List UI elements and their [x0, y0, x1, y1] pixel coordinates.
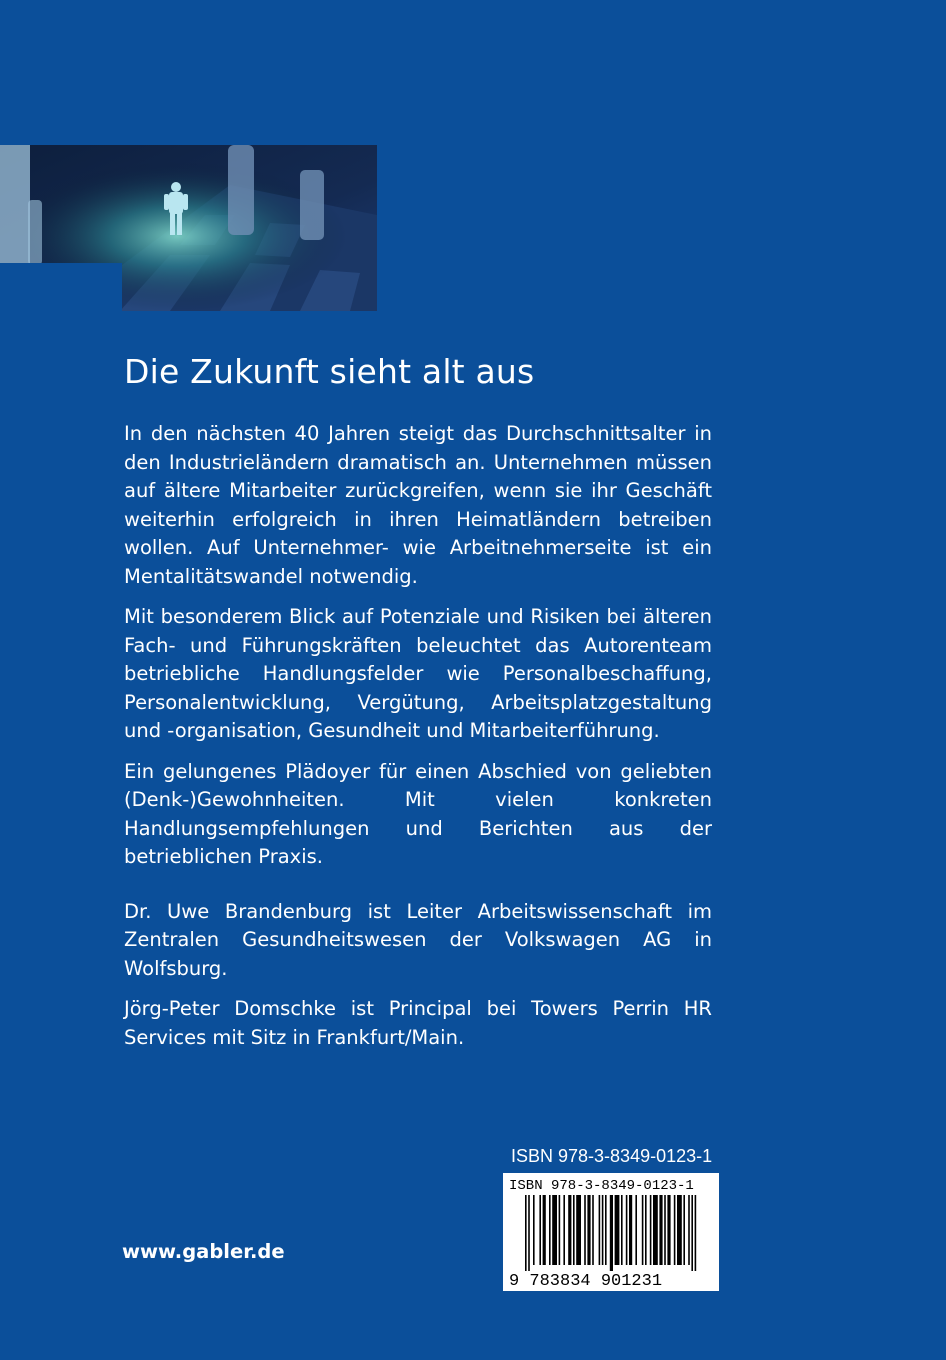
barcode-bar — [621, 1195, 623, 1265]
barcode-bar — [605, 1195, 607, 1265]
barcode-bar — [533, 1195, 535, 1265]
blurb-paragraph-2: Mit besonderem Blick auf Potenziale und Risiken bei älteren Fach- und Führungskräften beleuchtet das Autorenteam betriebliche Handlungsfelder wie Personalbeschaffung, Personalentwicklung, Vergütung, Arbeitsplatzgestaltung und -organisation, Gesundheit und Mitarbeiterführung. — [124, 605, 712, 742]
barcode-bar — [635, 1195, 637, 1265]
barcode-bar — [677, 1195, 682, 1265]
barcode-bar — [559, 1195, 561, 1265]
barcode-bar — [642, 1195, 644, 1265]
barcode-bar — [552, 1195, 557, 1265]
barcode-bar — [592, 1195, 594, 1265]
barcode-bar — [615, 1195, 620, 1265]
barcode-bar — [584, 1195, 586, 1265]
barcode-bar — [653, 1195, 658, 1265]
author-bio-1: Dr. Uwe Brandenburg ist Leiter Arbeitswissenschaft im Zentralen Gesundheitswesen der Volkswagen AG in Wolfsburg. — [124, 899, 712, 980]
blurb-text — [124, 420, 712, 1064]
barcode-bar — [629, 1195, 632, 1265]
barcode-bar — [549, 1195, 551, 1265]
blurb-paragraph-3: Ein gelungenes Plädoyer für einen Abschied von geliebten (Denk-)Gewohnheiten. Mit vielen konkreten Handlungsempfehlungen und Berichten aus der betrieblichen Praxis. — [124, 759, 712, 868]
barcode-bar — [626, 1195, 628, 1265]
barcode-bar — [528, 1195, 530, 1271]
barcode-bar — [576, 1195, 581, 1265]
barcode-bar — [650, 1195, 652, 1265]
blurb-paragraph-1: In den nächsten 40 Jahren steigt das Durchschnittsalter in den Industrieländern dramatisch an. Unternehmen müssen auf ältere Mitarbeiter zurückgreifen, wenn sie ihr Geschäft weiterhin erfolgreich in ihren Heimatländern betreiben wollen. Auf Unternehmer- wie Arbeitnehmerseite ist ein Mentalitätswandel notwendig. — [124, 422, 712, 588]
barcode-graphic — [503, 1173, 719, 1291]
publisher-website: www.gabler.de — [122, 1240, 285, 1263]
barcode-bars — [525, 1195, 696, 1271]
barcode-bar — [674, 1195, 676, 1265]
barcode-bar — [568, 1195, 571, 1265]
author-bio-2: Jörg-Peter Domschke ist Principal bei Towers Perrin HR Services mit Sitz in Frankfurt/Main. — [124, 997, 712, 1049]
barcode-bar — [659, 1195, 662, 1265]
barcode-bar — [525, 1195, 527, 1271]
barcode-bar — [610, 1195, 613, 1271]
barcode-bar — [695, 1195, 697, 1271]
barcode-bar — [563, 1195, 565, 1265]
isbn-label: ISBN 978-3-8349-0123-1 — [511, 1146, 713, 1166]
barcode-bar — [573, 1195, 575, 1265]
barcode-bar — [599, 1195, 601, 1265]
barcode-bar — [645, 1195, 647, 1265]
barcode-bar — [543, 1195, 546, 1265]
barcode-bar — [539, 1195, 541, 1265]
barcode-bar — [664, 1195, 666, 1265]
chessboard-figure-image — [0, 145, 377, 311]
barcode-bar — [683, 1195, 685, 1265]
isbn-barcode — [503, 1173, 719, 1291]
page-title: Die Zukunft sieht alt aus — [124, 352, 535, 391]
barcode-digits: 9 783834 901231 — [509, 1272, 663, 1291]
barcode-bar — [602, 1195, 604, 1265]
cover-photo-chessboard — [0, 145, 377, 311]
barcode-bar — [691, 1195, 693, 1271]
barcode-isbn-line: ISBN 978-3-8349-0123-1 — [509, 1178, 694, 1194]
barcode-bar — [667, 1195, 670, 1265]
barcode-bar — [688, 1195, 690, 1265]
barcode-bar — [587, 1195, 590, 1265]
